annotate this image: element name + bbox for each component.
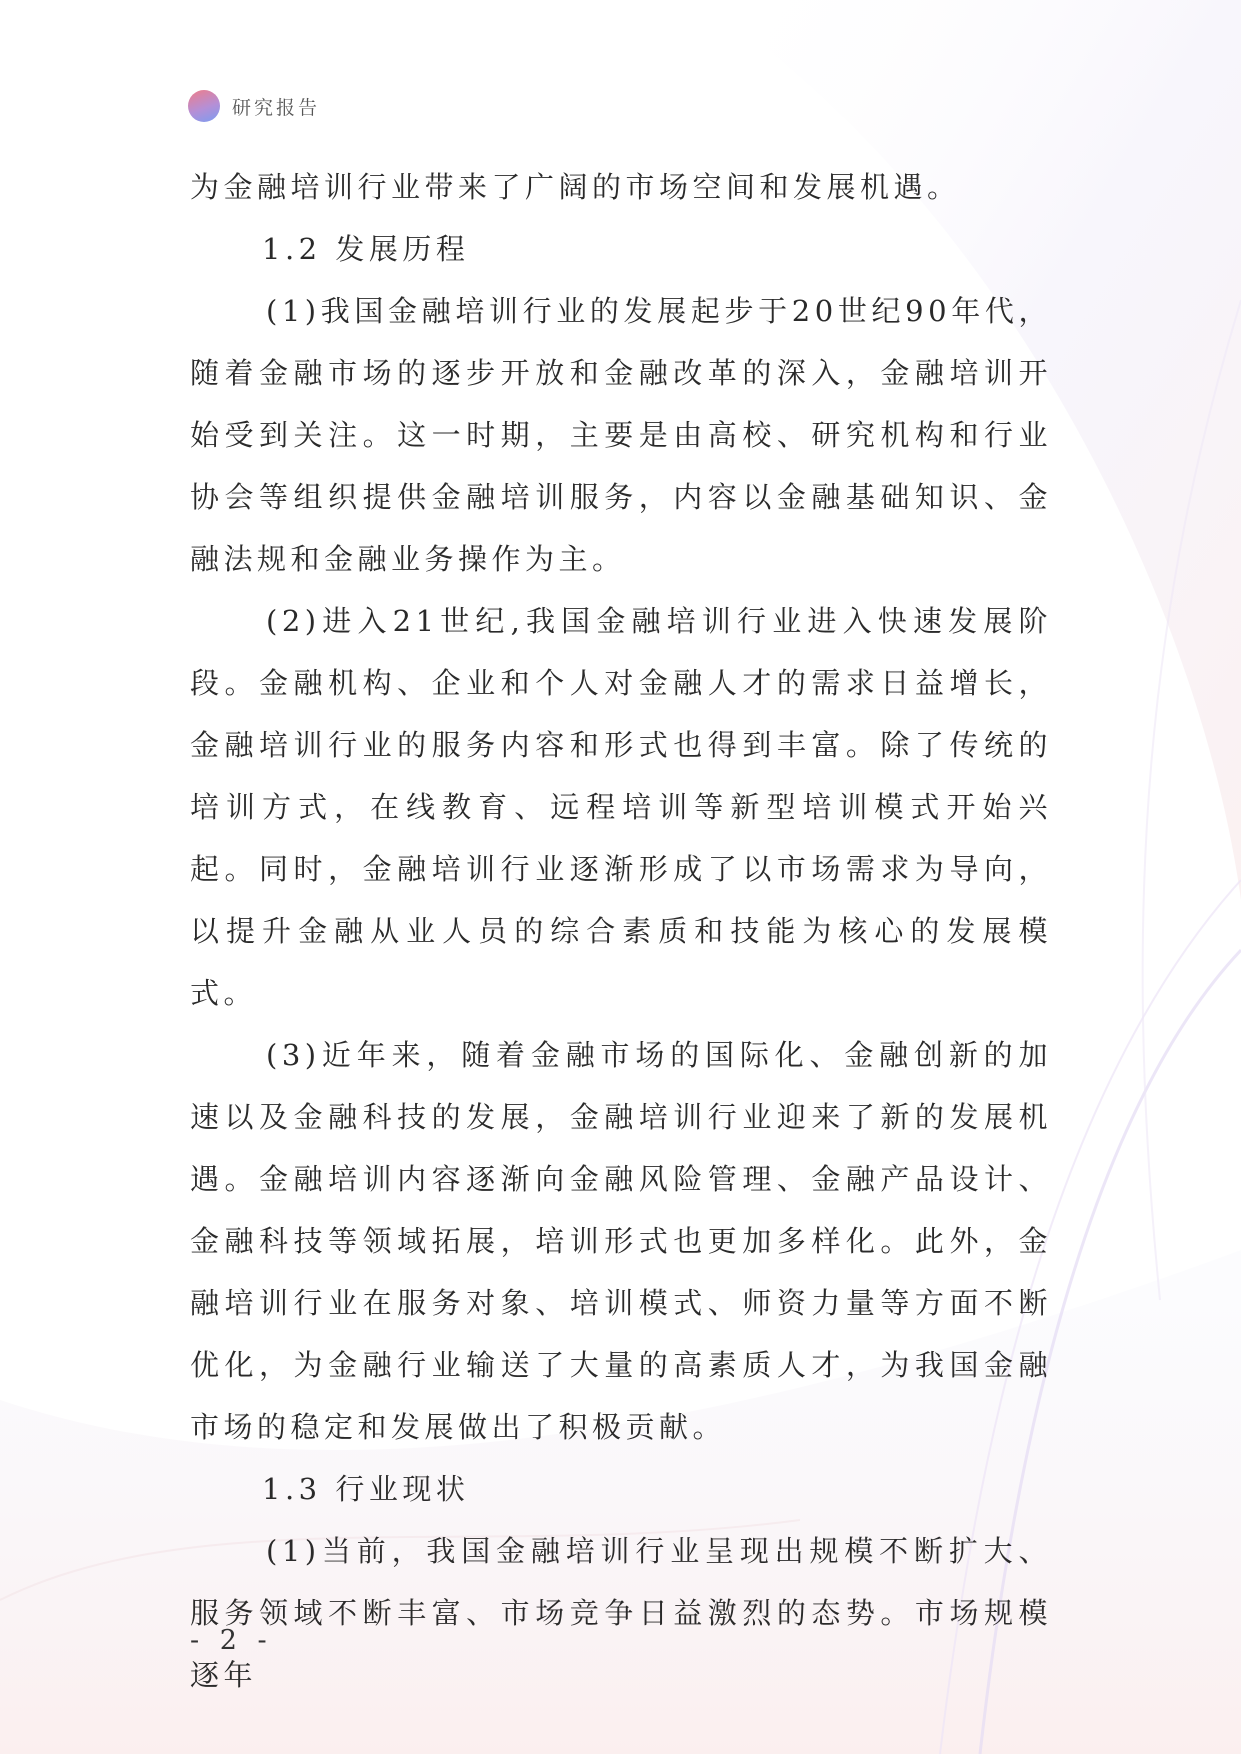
- paragraph-continuation: 为金融培训行业带来了广阔的市场空间和发展机遇。: [190, 170, 961, 204]
- paragraph-development-2: (2)进入21世纪,我国金融培训行业进入快速发展阶段。金融机构、企业和个人对金融人才的需求日益增长，金融培训行业的服务内容和形式也得到丰富。除了传统的培训方式，在线教育、远程培训等新型培训模式开始兴起。同时，金融培训行业逐渐形成了以市场需求为导向，以提升金融从业人员的综合素质和技能为核心的发展模式。: [190, 604, 1052, 1010]
- logo-icon: [188, 90, 220, 122]
- page-number: - 2 -: [190, 1625, 273, 1656]
- document-body: [190, 156, 1052, 1706]
- paragraph-status-1: (1)当前，我国金融培训行业呈现出规模不断扩大、服务领域不断丰富、市场竞争日益激烈的态势。市场规模逐年: [190, 1534, 1052, 1692]
- section-heading-status: 1.3 行业现状: [262, 1472, 470, 1506]
- paragraph-development-3: (3)近年来，随着金融市场的国际化、金融创新的加速以及金融科技的发展，金融培训行业迎来了新的发展机遇。金融培训内容逐渐向金融风险管理、金融产品设计、金融科技等领域拓展，培训形式也更加多样化。此外，金融培训行业在服务对象、培训模式、师资力量等方面不断优化，为金融行业输送了大量的高素质人才，为我国金融市场的稳定和发展做出了积极贡献。: [190, 1038, 1052, 1444]
- section-heading-development: 1.2 发展历程: [262, 232, 470, 266]
- report-header: [188, 88, 320, 124]
- paragraph-development-1: (1)我国金融培训行业的发展起步于20世纪90年代，随着金融市场的逐步开放和金融改革的深入，金融培训开始受到关注。这一时期，主要是由高校、研究机构和行业协会等组织提供金融培训服务，内容以金融基础知识、金融法规和金融业务操作为主。: [190, 294, 1052, 576]
- header-title: 研究报告: [232, 96, 321, 119]
